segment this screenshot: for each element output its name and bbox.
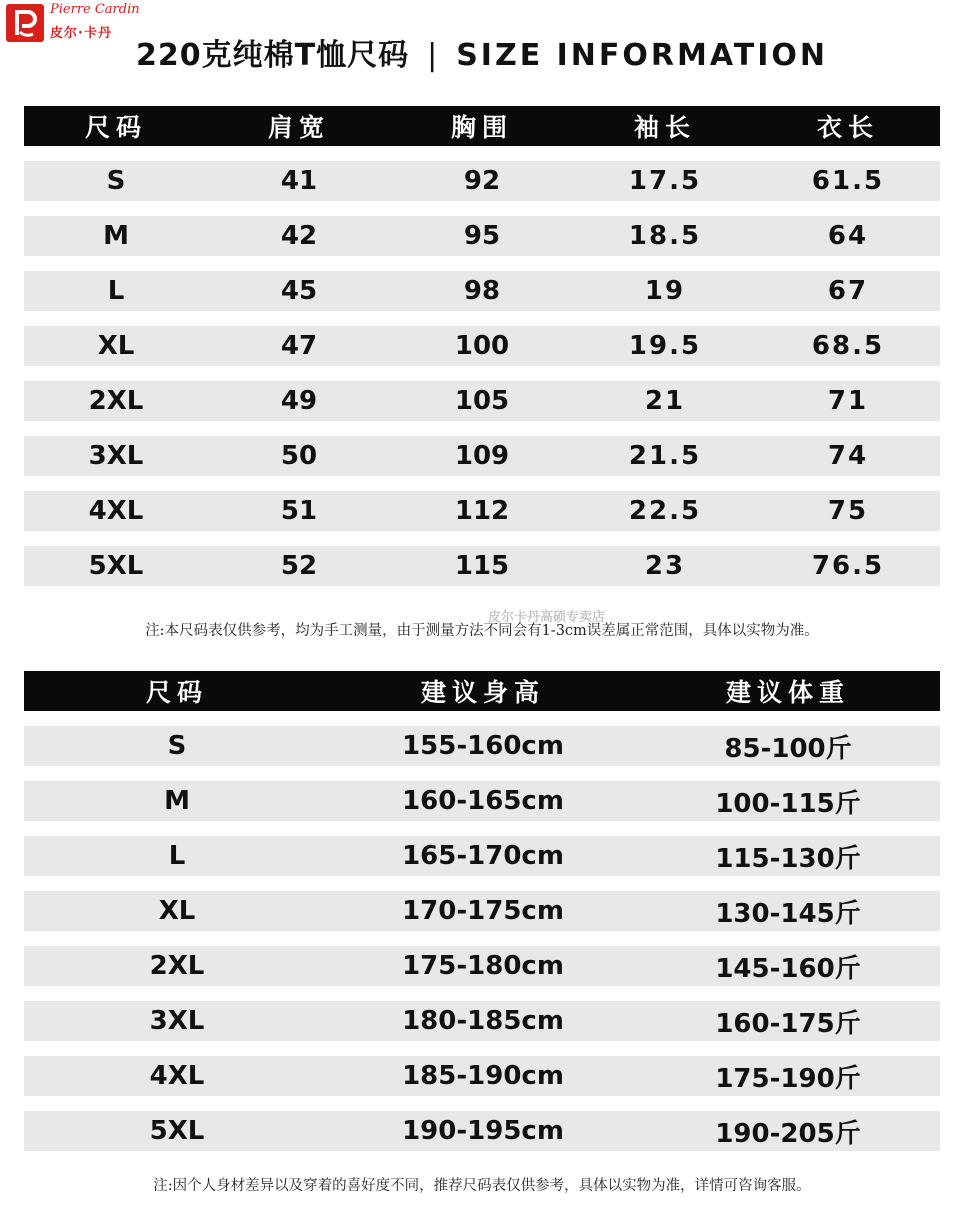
shoulder-cell: 49: [280, 386, 318, 416]
size-cell: 3XL: [88, 441, 144, 471]
header-size: 尺码: [145, 678, 208, 707]
height-cell: 155-160cm: [402, 731, 564, 761]
table-row: [24, 491, 940, 531]
table-row: [24, 381, 940, 421]
size-cell: M: [103, 221, 129, 251]
title-separator: |: [427, 38, 439, 73]
table-row: [24, 946, 940, 986]
weight-cell: 115-130斤: [715, 843, 861, 874]
chest-cell: 109: [454, 441, 510, 471]
table-row: [24, 161, 940, 201]
store-watermark: 皮尔卡丹高硕专卖店: [488, 610, 606, 625]
page-title: [0, 30, 964, 74]
weight-cell: 160-175斤: [715, 1008, 861, 1039]
length-cell: 76.5: [811, 551, 885, 581]
header-length: 衣长: [816, 113, 879, 142]
height-cell: 180-185cm: [402, 1006, 564, 1036]
chest-cell: 112: [454, 496, 510, 526]
length-cell: 67: [827, 276, 869, 306]
sleeve-cell: 23: [644, 551, 686, 581]
table-row: [24, 1056, 940, 1096]
height-cell: 175-180cm: [402, 951, 564, 981]
recommendation-table: [24, 671, 940, 1151]
header-height: 建议身高: [420, 678, 545, 707]
height-cell: 165-170cm: [402, 841, 564, 871]
size-cell: 5XL: [88, 551, 144, 581]
sleeve-cell: 18.5: [628, 221, 702, 251]
measurement-table-header: [24, 106, 940, 146]
size-cell: 2XL: [88, 386, 144, 416]
table-row: [24, 326, 940, 366]
length-cell: 71: [827, 386, 869, 416]
size-cell: M: [164, 786, 190, 816]
table-row: [24, 891, 940, 931]
header-shoulder: 肩宽: [267, 113, 330, 142]
sleeve-cell: 19: [644, 276, 686, 306]
table-row: [24, 1001, 940, 1041]
table-row: [24, 781, 940, 821]
chest-cell: 105: [454, 386, 510, 416]
sleeve-cell: 21.5: [628, 441, 702, 471]
sleeve-cell: 22.5: [628, 496, 702, 526]
shoulder-cell: 47: [280, 331, 318, 361]
logo-chinese-text: 皮尔·卡丹: [50, 26, 112, 41]
size-cell: 3XL: [149, 1006, 205, 1036]
measurement-note: 注:本尺码表仅供参考，均为手工测量，由于测量方法不同会有1-3cm误差属正常范围，具体以实物为准。: [145, 623, 819, 639]
weight-cell: 190-205斤: [715, 1118, 861, 1149]
chest-cell: 92: [463, 166, 501, 196]
chest-cell: 95: [463, 221, 501, 251]
size-cell: 5XL: [149, 1116, 205, 1146]
sleeve-cell: 17.5: [628, 166, 702, 196]
shoulder-cell: 51: [280, 496, 318, 526]
header-size: 尺码: [84, 113, 147, 142]
recommendation-note: 注:因个人身材差异以及穿着的喜好度不同，推荐尺码表仅供参考，具体以实物为准，详情可咨询客服。: [153, 1178, 811, 1194]
shoulder-cell: 45: [280, 276, 318, 306]
length-cell: 64: [827, 221, 869, 251]
recommendation-table-header: [24, 671, 940, 711]
length-cell: 61.5: [811, 166, 885, 196]
weight-cell: 100-115斤: [715, 788, 861, 819]
shoulder-cell: 52: [280, 551, 318, 581]
height-cell: 190-195cm: [402, 1116, 564, 1146]
table-row: [24, 836, 940, 876]
sleeve-cell: 19.5: [628, 331, 702, 361]
measurement-table: [24, 106, 940, 586]
size-cell: XL: [158, 896, 196, 926]
weight-cell: 130-145斤: [715, 898, 861, 929]
length-cell: 68.5: [811, 331, 885, 361]
length-cell: 75: [827, 496, 869, 526]
shoulder-cell: 50: [280, 441, 318, 471]
size-cell: L: [107, 276, 125, 306]
table-row: [24, 216, 940, 256]
table-row: [24, 271, 940, 311]
size-cell: XL: [97, 331, 135, 361]
header-weight: 建议体重: [725, 678, 850, 707]
size-cell: 2XL: [149, 951, 205, 981]
table-row: [24, 1111, 940, 1151]
size-cell: S: [167, 731, 187, 761]
shoulder-cell: 41: [280, 166, 318, 196]
table-row: [24, 726, 940, 766]
chest-cell: 100: [454, 331, 510, 361]
sleeve-cell: 21: [644, 386, 686, 416]
height-cell: 170-175cm: [402, 896, 564, 926]
size-cell: 4XL: [149, 1061, 205, 1091]
header-chest: 胸围: [450, 113, 513, 142]
shoulder-cell: 42: [280, 221, 318, 251]
height-cell: 185-190cm: [402, 1061, 564, 1091]
chest-cell: 98: [463, 276, 501, 306]
title-chinese: 220克纯棉T恤尺码: [135, 38, 410, 73]
title-english: SIZE INFORMATION: [456, 38, 828, 73]
length-cell: 74: [827, 441, 869, 471]
weight-cell: 85-100斤: [724, 733, 852, 764]
weight-cell: 175-190斤: [715, 1063, 861, 1094]
size-cell: S: [106, 166, 126, 196]
table-row: [24, 436, 940, 476]
logo-script-text: Pierre Cardin: [50, 2, 140, 17]
size-cell: L: [168, 841, 186, 871]
table-row: [24, 546, 940, 586]
header-sleeve: 袖长: [633, 113, 696, 142]
height-cell: 160-165cm: [402, 786, 564, 816]
weight-cell: 145-160斤: [715, 953, 861, 984]
chest-cell: 115: [454, 551, 510, 581]
size-cell: 4XL: [88, 496, 144, 526]
